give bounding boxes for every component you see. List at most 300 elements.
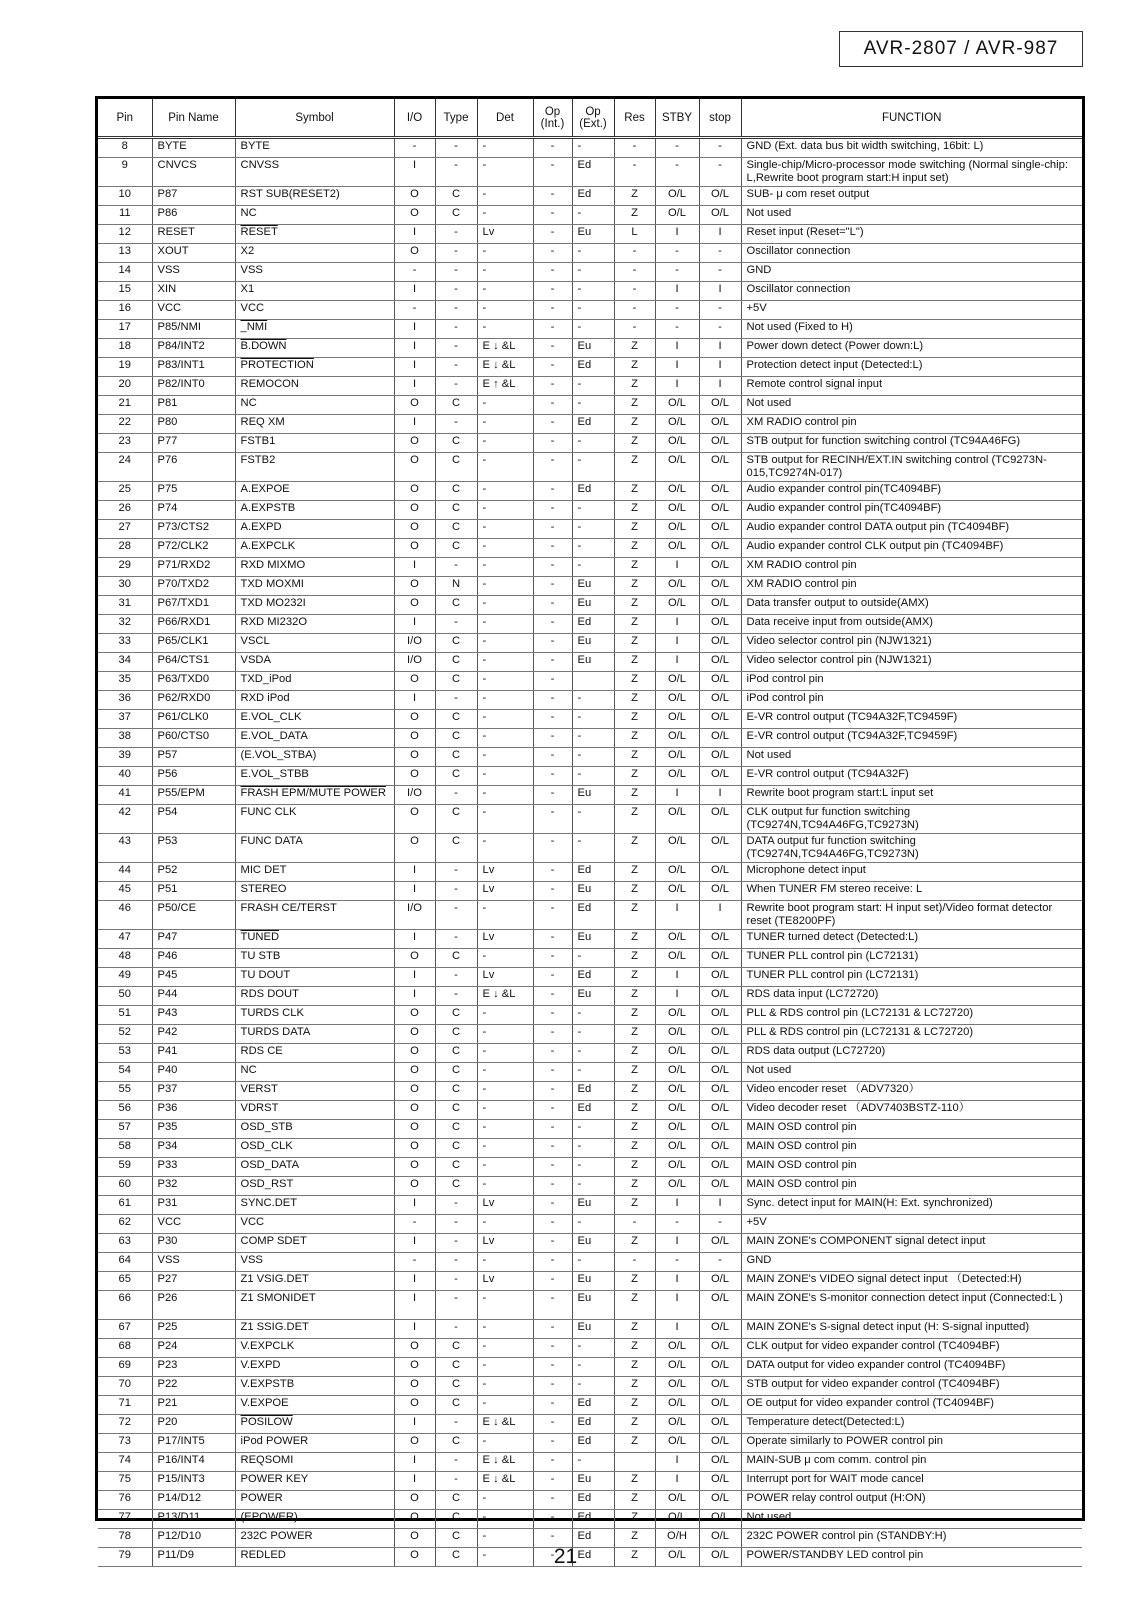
table-cell: - <box>533 691 572 710</box>
table-cell: REDLED <box>235 1548 394 1567</box>
table-cell: O/L <box>699 1101 741 1120</box>
table-cell: O/L <box>655 453 699 482</box>
table-row <box>98 539 1082 558</box>
table-cell: - <box>533 539 572 558</box>
table-cell: - <box>572 1253 614 1272</box>
table-cell: O/L <box>699 1472 741 1491</box>
table-row <box>98 158 1082 187</box>
table-cell: O <box>394 1434 435 1453</box>
table-cell: - <box>435 158 477 187</box>
table-cell: I <box>394 1291 435 1320</box>
column-header: FUNCTION <box>741 99 1082 138</box>
table-cell: - <box>533 482 572 501</box>
table-cell: P32 <box>152 1177 235 1196</box>
table-cell: Z <box>614 1396 655 1415</box>
table-cell: - <box>533 596 572 615</box>
table-cell: - <box>533 206 572 225</box>
table-cell: O/L <box>699 1339 741 1358</box>
table-cell: 232C POWER control pin (STANDBY:H) <box>741 1529 1082 1548</box>
table-cell: - <box>533 301 572 320</box>
table-cell: 59 <box>98 1158 152 1177</box>
table-cell: P36 <box>152 1101 235 1120</box>
table-cell: C <box>435 434 477 453</box>
table-cell: - <box>435 244 477 263</box>
table-cell: P54 <box>152 805 235 834</box>
table-cell: - <box>533 653 572 672</box>
table-cell: POWER <box>235 1491 394 1510</box>
table-cell: Audio expander control pin(TC4094BF) <box>741 482 1082 501</box>
table-cell: CLK output for video expander control (TC4094BF) <box>741 1339 1082 1358</box>
table-cell: - <box>533 1453 572 1472</box>
table-cell: - <box>533 1177 572 1196</box>
table-cell: P87 <box>152 187 235 206</box>
table-cell: Z <box>614 615 655 634</box>
table-cell: - <box>477 282 533 301</box>
table-cell: - <box>572 1025 614 1044</box>
table-row <box>98 729 1082 748</box>
table-cell: I <box>655 1453 699 1472</box>
table-cell: P31 <box>152 1196 235 1215</box>
table-cell: Audio expander control pin(TC4094BF) <box>741 501 1082 520</box>
table-row <box>98 615 1082 634</box>
table-cell: P66/RXD1 <box>152 615 235 634</box>
table-cell: - <box>477 320 533 339</box>
table-cell: Eu <box>572 1472 614 1491</box>
table-cell: Z <box>614 1272 655 1291</box>
table-cell: E.VOL_CLK <box>235 710 394 729</box>
table-cell: O/L <box>699 987 741 1006</box>
table-cell: - <box>477 539 533 558</box>
table-cell: - <box>435 415 477 434</box>
table-cell: VSDA <box>235 653 394 672</box>
table-cell: C <box>435 187 477 206</box>
table-cell: 34 <box>98 653 152 672</box>
table-row <box>98 1006 1082 1025</box>
table-cell: - <box>477 1358 533 1377</box>
table-cell: Z <box>614 501 655 520</box>
table-cell: O/L <box>699 1063 741 1082</box>
table-cell: Z <box>614 453 655 482</box>
table-cell: O/L <box>699 672 741 691</box>
table-row <box>98 396 1082 415</box>
table-cell: MIC DET <box>235 863 394 882</box>
table-cell: 66 <box>98 1291 152 1320</box>
table-cell: - <box>435 558 477 577</box>
table-cell: - <box>655 1253 699 1272</box>
table-cell: P15/INT3 <box>152 1472 235 1491</box>
table-cell: I <box>655 1320 699 1339</box>
table-row <box>98 1253 1082 1272</box>
table-cell: - <box>533 434 572 453</box>
table-cell: I <box>655 615 699 634</box>
table-cell: O/L <box>699 596 741 615</box>
table-cell: 70 <box>98 1377 152 1396</box>
table-row <box>98 1177 1082 1196</box>
table-cell: 53 <box>98 1044 152 1063</box>
table-cell: COMP SDET <box>235 1234 394 1253</box>
table-cell: - <box>572 1358 614 1377</box>
table-cell: Z <box>614 634 655 653</box>
table-cell: - <box>699 158 741 187</box>
table-cell: Z <box>614 415 655 434</box>
table-cell: Not used <box>741 396 1082 415</box>
table-cell: MAIN ZONE's COMPONENT signal detect input <box>741 1234 1082 1253</box>
table-cell: - <box>533 1415 572 1434</box>
table-cell: - <box>533 158 572 187</box>
table-row <box>98 1491 1082 1510</box>
table-cell: O/L <box>655 415 699 434</box>
table-row <box>98 1339 1082 1358</box>
column-header: Det <box>477 99 533 138</box>
table-cell: - <box>533 1120 572 1139</box>
table-cell: - <box>477 1101 533 1120</box>
table-row <box>98 949 1082 968</box>
table-cell: - <box>572 320 614 339</box>
table-row <box>98 834 1082 863</box>
table-cell: I <box>394 1453 435 1472</box>
table-cell: - <box>533 1253 572 1272</box>
table-cell: XIN <box>152 282 235 301</box>
table-cell: O/L <box>655 1177 699 1196</box>
table-row <box>98 1044 1082 1063</box>
table-cell: Z <box>614 1044 655 1063</box>
table-cell: I <box>655 1272 699 1291</box>
table-cell: O/L <box>655 930 699 949</box>
table-cell: E ↓ &L <box>477 358 533 377</box>
table-cell: Eu <box>572 1320 614 1339</box>
table-cell: Z <box>614 206 655 225</box>
table-cell: Lv <box>477 882 533 901</box>
table-cell <box>614 1453 655 1472</box>
table-cell: - <box>533 968 572 987</box>
table-cell: TXD_iPod <box>235 672 394 691</box>
table-cell: Z <box>614 1101 655 1120</box>
table-cell: I <box>655 377 699 396</box>
table-cell: 42 <box>98 805 152 834</box>
table-cell: - <box>533 1044 572 1063</box>
table-cell: VSCL <box>235 634 394 653</box>
table-cell: FSTB1 <box>235 434 394 453</box>
table-cell: O/L <box>699 1120 741 1139</box>
table-cell: Z <box>614 1320 655 1339</box>
table-cell: - <box>533 615 572 634</box>
table-cell: O/L <box>655 206 699 225</box>
table-cell: P70/TXD2 <box>152 577 235 596</box>
table-cell: - <box>477 1044 533 1063</box>
table-cell: TU DOUT <box>235 968 394 987</box>
table-cell: P65/CLK1 <box>152 634 235 653</box>
table-cell: - <box>533 1196 572 1215</box>
table-cell: CNVCS <box>152 158 235 187</box>
table-cell: - <box>533 1377 572 1396</box>
table-cell: BYTE <box>152 138 235 158</box>
table-cell: O/L <box>699 396 741 415</box>
table-cell: 33 <box>98 634 152 653</box>
table-cell: O/L <box>699 691 741 710</box>
table-cell: 63 <box>98 1234 152 1253</box>
table-cell: X2 <box>235 244 394 263</box>
table-cell: Z <box>614 1358 655 1377</box>
table-cell: XM RADIO control pin <box>741 415 1082 434</box>
table-cell: P41 <box>152 1044 235 1063</box>
table-cell: L <box>614 225 655 244</box>
table-row <box>98 634 1082 653</box>
table-cell: I/O <box>394 786 435 805</box>
table-cell: 79 <box>98 1548 152 1567</box>
table-cell: P33 <box>152 1158 235 1177</box>
table-row <box>98 225 1082 244</box>
table-cell: - <box>533 1529 572 1548</box>
table-cell: - <box>533 1215 572 1234</box>
table-cell: - <box>477 520 533 539</box>
table-cell: - <box>572 1215 614 1234</box>
table-cell: 31 <box>98 596 152 615</box>
table-row <box>98 358 1082 377</box>
table-cell: Temperature detect(Detected:L) <box>741 1415 1082 1434</box>
column-header: Pin Name <box>152 99 235 138</box>
table-cell: Not used <box>741 206 1082 225</box>
table-cell: O <box>394 187 435 206</box>
table-cell: O/L <box>655 1491 699 1510</box>
table-cell: VCC <box>235 1215 394 1234</box>
table-cell: O/L <box>699 653 741 672</box>
table-cell: 57 <box>98 1120 152 1139</box>
table-cell: Z <box>614 396 655 415</box>
table-cell: 26 <box>98 501 152 520</box>
table-cell: Z <box>614 805 655 834</box>
table-cell: Not used <box>741 1510 1082 1529</box>
table-cell: - <box>533 558 572 577</box>
table-cell: O <box>394 520 435 539</box>
table-cell: Operate similarly to POWER control pin <box>741 1434 1082 1453</box>
table-cell: - <box>533 729 572 748</box>
table-cell: Z <box>614 187 655 206</box>
table-cell: P13/D11 <box>152 1510 235 1529</box>
table-cell: - <box>533 748 572 767</box>
table-cell: O <box>394 1158 435 1177</box>
table-cell: - <box>572 1063 614 1082</box>
table-cell: O/L <box>655 501 699 520</box>
table-cell: C <box>435 653 477 672</box>
table-cell: V.EXPOE <box>235 1396 394 1415</box>
table-cell: Z <box>614 377 655 396</box>
table-cell: C <box>435 396 477 415</box>
table-cell: Eu <box>572 634 614 653</box>
table-cell: O <box>394 767 435 786</box>
table-cell: O/L <box>699 1529 741 1548</box>
table-cell: P86 <box>152 206 235 225</box>
table-cell: I <box>394 377 435 396</box>
table-row <box>98 691 1082 710</box>
table-cell: - <box>477 729 533 748</box>
table-cell: P84/INT2 <box>152 339 235 358</box>
table-cell: O/L <box>655 1120 699 1139</box>
table-cell: - <box>435 987 477 1006</box>
table-cell: PROTECTION <box>235 358 394 377</box>
table-cell: 54 <box>98 1063 152 1082</box>
table-cell: 36 <box>98 691 152 710</box>
table-cell: E-VR control output (TC94A32F,TC9459F) <box>741 729 1082 748</box>
table-cell: 35 <box>98 672 152 691</box>
table-cell: O/L <box>699 1158 741 1177</box>
table-cell: - <box>572 1139 614 1158</box>
table-cell: P85/NMI <box>152 320 235 339</box>
table-cell: P57 <box>152 748 235 767</box>
table-cell: - <box>435 615 477 634</box>
table-cell: O/L <box>699 187 741 206</box>
table-cell: P34 <box>152 1139 235 1158</box>
table-cell: - <box>435 1453 477 1472</box>
table-cell: - <box>533 930 572 949</box>
table-cell: Interrupt port for WAIT mode cancel <box>741 1472 1082 1491</box>
table-cell: Video selector control pin (NJW1321) <box>741 634 1082 653</box>
table-cell: - <box>435 225 477 244</box>
table-cell: O/L <box>655 1510 699 1529</box>
table-cell: C <box>435 1177 477 1196</box>
table-cell: I <box>394 320 435 339</box>
table-cell: - <box>435 968 477 987</box>
table-cell: O <box>394 1177 435 1196</box>
table-cell: O/L <box>699 539 741 558</box>
table-cell: 76 <box>98 1491 152 1510</box>
table-cell: O <box>394 577 435 596</box>
table-cell: O/L <box>699 930 741 949</box>
table-cell: MAIN OSD control pin <box>741 1139 1082 1158</box>
table-cell: - <box>477 1063 533 1082</box>
table-cell: - <box>477 1215 533 1234</box>
table-cell: I <box>655 786 699 805</box>
table-cell: VCC <box>152 301 235 320</box>
table-cell: P12/D10 <box>152 1529 235 1548</box>
table-cell: O <box>394 1377 435 1396</box>
table-cell: 67 <box>98 1320 152 1339</box>
table-cell: O/L <box>655 1158 699 1177</box>
table-cell: - <box>655 138 699 158</box>
table-cell: N <box>435 577 477 596</box>
table-cell: Eu <box>572 596 614 615</box>
table-cell: CLK output fur function switching (TC9274N,TC94A46FG,TC9273N) <box>741 805 1082 834</box>
table-cell: P14/D12 <box>152 1491 235 1510</box>
table-cell: VSS <box>152 1253 235 1272</box>
table-cell: Protection detect input (Detected:L) <box>741 358 1082 377</box>
table-cell: REQ XM <box>235 415 394 434</box>
table-cell: P55/EPM <box>152 786 235 805</box>
table-cell: GND <box>741 1253 1082 1272</box>
table-cell: - <box>533 863 572 882</box>
table-cell: 18 <box>98 339 152 358</box>
table-cell: - <box>572 396 614 415</box>
table-cell: Not used <box>741 748 1082 767</box>
table-cell: C <box>435 1025 477 1044</box>
table-cell: O/L <box>699 634 741 653</box>
table-cell: P43 <box>152 1006 235 1025</box>
table-cell: Z <box>614 1139 655 1158</box>
table-cell: Eu <box>572 653 614 672</box>
table-cell: O/L <box>699 748 741 767</box>
column-header: Op (Ext.) <box>572 99 614 138</box>
table-cell: - <box>572 520 614 539</box>
table-cell: O/L <box>655 1139 699 1158</box>
table-cell: Ed <box>572 901 614 930</box>
table-cell: O <box>394 206 435 225</box>
table-cell: Z <box>614 1377 655 1396</box>
table-cell: SYNC.DET <box>235 1196 394 1215</box>
table-cell: I <box>655 358 699 377</box>
table-cell: - <box>533 501 572 520</box>
table-cell: Rewrite boot program start: H input set)/Video format detector reset (TE8200PF) <box>741 901 1082 930</box>
table-cell: I <box>699 358 741 377</box>
table-cell: Remote control signal input <box>741 377 1082 396</box>
table-cell: P51 <box>152 882 235 901</box>
table-cell: O <box>394 805 435 834</box>
table-cell: - <box>435 282 477 301</box>
table-cell: 38 <box>98 729 152 748</box>
table-cell: I <box>655 282 699 301</box>
table-row <box>98 263 1082 282</box>
table-cell: - <box>572 206 614 225</box>
table-cell: - <box>533 1025 572 1044</box>
table-cell: P82/INT0 <box>152 377 235 396</box>
table-cell: C <box>435 206 477 225</box>
table-cell: C <box>435 1358 477 1377</box>
table-cell: - <box>533 358 572 377</box>
table-cell: - <box>435 863 477 882</box>
table-cell: I <box>699 901 741 930</box>
table-cell: POWER relay control output (H:ON) <box>741 1491 1082 1510</box>
table-cell: O/L <box>655 396 699 415</box>
table-cell: O/L <box>699 1377 741 1396</box>
table-cell: - <box>655 320 699 339</box>
table-cell: - <box>614 282 655 301</box>
table-cell: - <box>477 415 533 434</box>
table-cell: A.EXPOE <box>235 482 394 501</box>
table-cell <box>572 672 614 691</box>
table-cell: O <box>394 834 435 863</box>
table-row <box>98 482 1082 501</box>
table-cell: - <box>394 138 435 158</box>
table-cell: - <box>435 1234 477 1253</box>
table-cell: C <box>435 710 477 729</box>
table-cell: Z <box>614 539 655 558</box>
table-cell: - <box>533 453 572 482</box>
table-cell: O <box>394 1082 435 1101</box>
table-cell: O/L <box>699 834 741 863</box>
column-header: Pin <box>98 99 152 138</box>
table-cell: - <box>533 1472 572 1491</box>
table-cell: P53 <box>152 834 235 863</box>
table-cell: O/L <box>655 1358 699 1377</box>
table-cell: - <box>533 767 572 786</box>
table-cell: I <box>394 225 435 244</box>
table-cell: O/L <box>699 710 741 729</box>
table-cell: - <box>533 805 572 834</box>
table-cell: O <box>394 1120 435 1139</box>
table-cell: Z <box>614 1491 655 1510</box>
table-cell: Reset input (Reset="L") <box>741 225 1082 244</box>
table-cell: O/L <box>655 710 699 729</box>
table-cell: E ↓ &L <box>477 987 533 1006</box>
table-cell: O/L <box>655 882 699 901</box>
table-cell: Z <box>614 748 655 767</box>
table-row <box>98 786 1082 805</box>
table-cell: 55 <box>98 1082 152 1101</box>
table-cell: Eu <box>572 339 614 358</box>
column-header: I/O <box>394 99 435 138</box>
table-cell: - <box>435 263 477 282</box>
table-cell: Z <box>614 729 655 748</box>
table-row <box>98 138 1082 158</box>
table-cell: Ed <box>572 968 614 987</box>
